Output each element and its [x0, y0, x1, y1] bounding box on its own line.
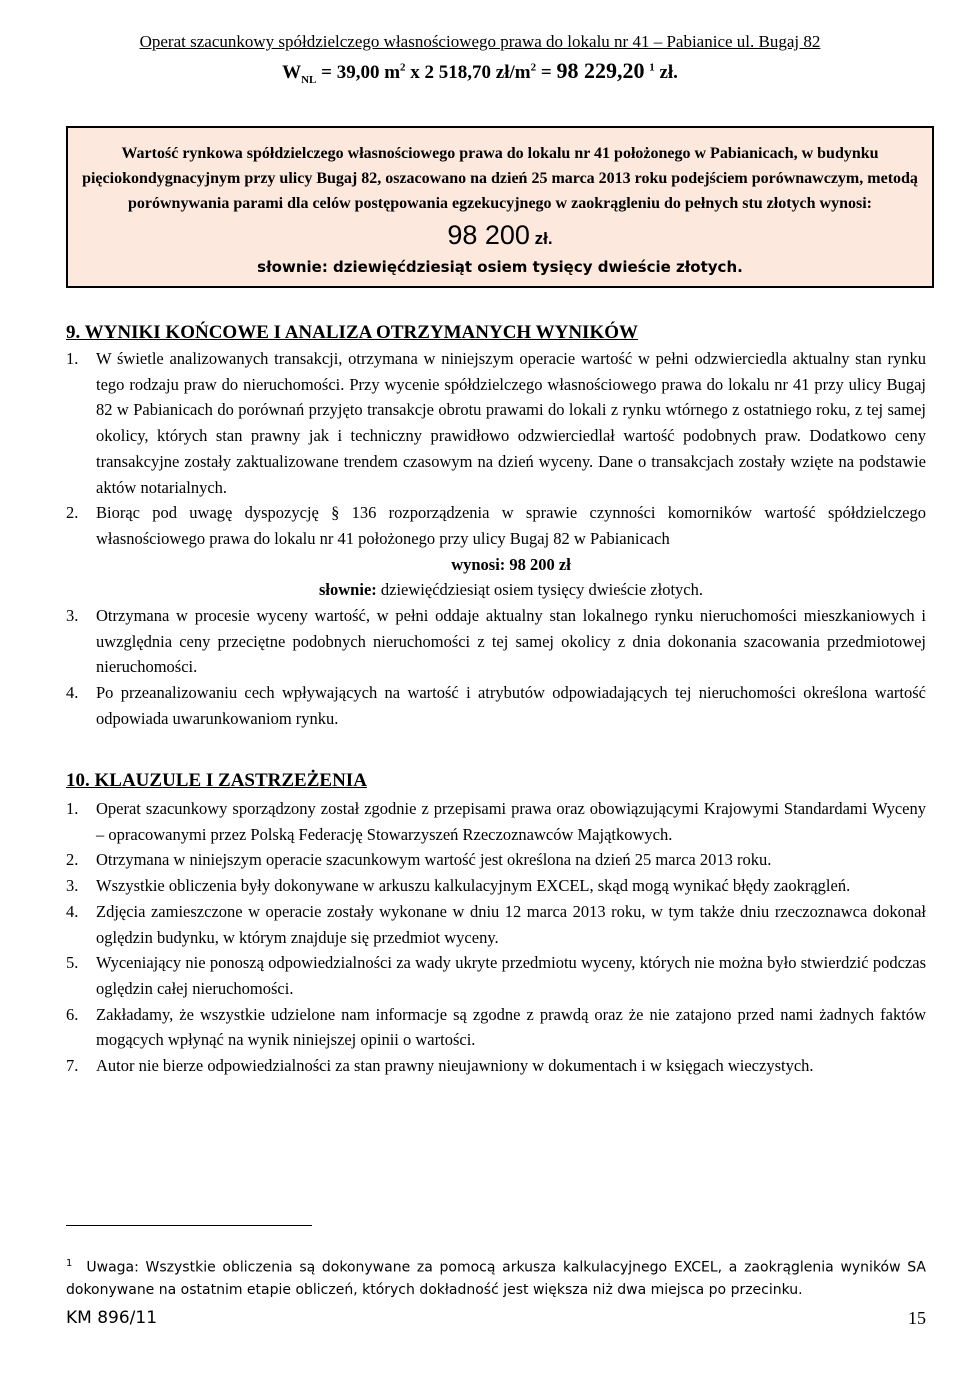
footnote-ref: 1 [649, 61, 655, 74]
formula-result: 98 229,20 [556, 58, 645, 83]
value-summary-text: Wartość rynkowa spółdzielczego własnościowego prawa do lokalu nr 41 położonego w Pabianicach, w budynku pięciokondygnacyjnym przy ulicy Bugaj 82, oszacowano na dzień 25 marca 2013 roku podejściem porównawczym, metodą porównywania parami dla celów postępowania egzekucyjnego w zaokrągleniu do pełnych stu złotych wynosi: [82, 145, 918, 212]
list-number: 4. [66, 901, 79, 921]
footnote-mark: 1 [66, 1258, 73, 1269]
value-unit: zł. [529, 229, 553, 248]
page-header: Operat szacunkowy spółdzielczego własnościowego prawa do lokalu nr 41 – Pabianice ul. Bugaj 82 [139, 32, 821, 51]
list-item [66, 680, 926, 731]
list-text: Autor nie bierze odpowiedzialności za stan prawny nieujawniony w dokumentach i w księgach wieczystych. [96, 1056, 814, 1076]
document-reference: KM 896/11 [66, 1308, 158, 1328]
list-text: Otrzymana w niniejszym operacie szacunkowym wartość jest określona na dzień 25 marca 2013 roku. [96, 850, 772, 870]
list-item [66, 1002, 926, 1053]
list-number: 6. [66, 1004, 79, 1024]
section-9-list [66, 346, 926, 732]
words-label: słownie: [319, 580, 377, 600]
section-10-list [66, 796, 926, 1079]
valuation-formula [0, 58, 960, 86]
list-item [66, 873, 926, 899]
list-item [66, 847, 926, 873]
list-number: 1. [66, 799, 79, 818]
formula-sub: NL [301, 73, 317, 86]
list-text: Wyceniający nie ponoszą odpowiedzialności za wady ukryte przedmiotu wyceny, których nie można było stwierdzić podczas oględzin całej nieruchomości. [96, 953, 926, 998]
list-item [66, 1053, 926, 1079]
list-number: 1. [66, 349, 79, 368]
list-text: Operat szacunkowy sporządzony został zgodnie z przepisami prawa oraz obowiązującymi Krajowymi Standardami Wyceny – opracowanymi przez Polską Federację Stowarzyszeń Rzeczoznawców Majątkowych. [96, 799, 926, 844]
list-number: 3. [66, 876, 79, 896]
words-line [96, 577, 926, 603]
list-text: Otrzymana w procesie wyceny wartość, w pełni oddaje aktualny stan lokalnego rynku nieruchomości mieszkaniowych i uwzględnia ceny przeciętne podobnych nieruchomości z tej samej okolicy z dnia dokonania szacowania przedmiotowej nieruchomości. [96, 606, 926, 677]
list-item [66, 899, 926, 950]
list-text: Wszystkie obliczenia były dokonywane w arkuszu kalkulacyjnym EXCEL, skąd mogą wynikać błędy zaokrągleń. [96, 876, 851, 896]
formula-unit: zł. [654, 62, 678, 83]
list-number: 2. [66, 850, 79, 870]
list-item [66, 346, 926, 500]
footnote-divider [66, 1225, 312, 1226]
formula-price: x 2 518,70 zł/m [405, 62, 531, 83]
list-number: 4. [66, 683, 79, 703]
page-number: 15 [908, 1308, 926, 1328]
list-text: Zakładamy, że wszystkie udzielone nam informacje są zgodne z prawdą oraz że nie zatajono przed nami żadnych faktów mogących wpłynąć na wynik niniejszej opinii o wartości. [96, 1004, 926, 1050]
list-item [66, 796, 926, 847]
section-9-title: 9. WYNIKI KOŃCOWE I ANALIZA OTRZYMANYCH WYNIKÓW [66, 322, 639, 343]
list-text: W świetle analizowanych transakcji, otrzymana w niniejszym operacie wartość w pełni odzwierciedla aktualny stan rynku tego rodzaju praw do nieruchomości. Przy wycenie spółdzielczego własnościowego prawa do lokalu nr 41 przy ulicy Bugaj 82 w Pabianicach do porównań przyjęto transakcje obrotu prawami do lokali z rynku wtórnego z ostatniego roku, z tej samej okolicy, których stan prawny jak i techniczny prawidłowo odzwierciedlał wartość podobnych praw. Dodatkowo ceny transakcyjne zostały zaktualizowane trendem czasowym na dzień wyceny. Dane o transakcjach zostały wzięte na podstawie aktów notarialnych. [96, 349, 926, 497]
formula-area: = 39,00 m [316, 62, 401, 83]
list-number: 7. [66, 1056, 79, 1076]
value-in-words: słownie: dziewięćdziesiąt osiem tysięcy dwieście złotych. [257, 258, 743, 276]
list-text: Biorąc pod uwagę dyspozycję § 136 rozporządzenia w sprawie czynności komorników wartość spółdzielczego własnościowego prawa do lokalu nr 41 położonego przy ulicy Bugaj 82 w Pabianicach [96, 503, 926, 548]
list-item [66, 500, 926, 603]
list-number: 5. [66, 953, 79, 973]
footnote-text: Uwaga: Wszystkie obliczenia są dokonywane za pomocą arkusza kalkulacyjnego EXCEL, a zaokrąglenia wyników SA dokonywane na ostatnim etapie obliczeń, których dokładność jest większa niż dwa miejsca po przecinku. [66, 1259, 926, 1298]
footnote [66, 1253, 926, 1301]
list-number: 3. [66, 606, 79, 626]
value-summary-box [66, 126, 934, 288]
list-text: Zdjęcia zamieszczone w operacie zostały wykonane w dniu 12 marca 2013 roku, w tym także dniu rzeczoznawca dokonał oględzin budynku, w którym znajduje się przedmiot wyceny. [96, 901, 926, 947]
list-item [66, 950, 926, 1001]
value-amount: 98 200 [447, 220, 530, 250]
formula-eq: = [536, 62, 557, 83]
value-line-text: wynosi: 98 200 zł [451, 554, 571, 574]
formula-w: W [282, 62, 302, 83]
value-summary-amount [68, 218, 932, 256]
list-text: Po przeanalizowaniu cech wpływających na wartość i atrybutów odpowiadających tej nieruchomości określona wartość odpowiada uwarunkowaniom rynku. [96, 683, 926, 728]
words-text: dziewięćdziesiąt osiem tysięcy dwieście złotych. [376, 580, 703, 600]
formula-sup-2: 2 [530, 61, 537, 74]
section-10-title: 10. KLAUZULE I ZASTRZEŻENIA [66, 770, 367, 791]
list-number: 2. [66, 503, 79, 523]
list-item [66, 603, 926, 680]
formula-sup-1: 2 [400, 61, 406, 74]
value-line [96, 552, 926, 578]
